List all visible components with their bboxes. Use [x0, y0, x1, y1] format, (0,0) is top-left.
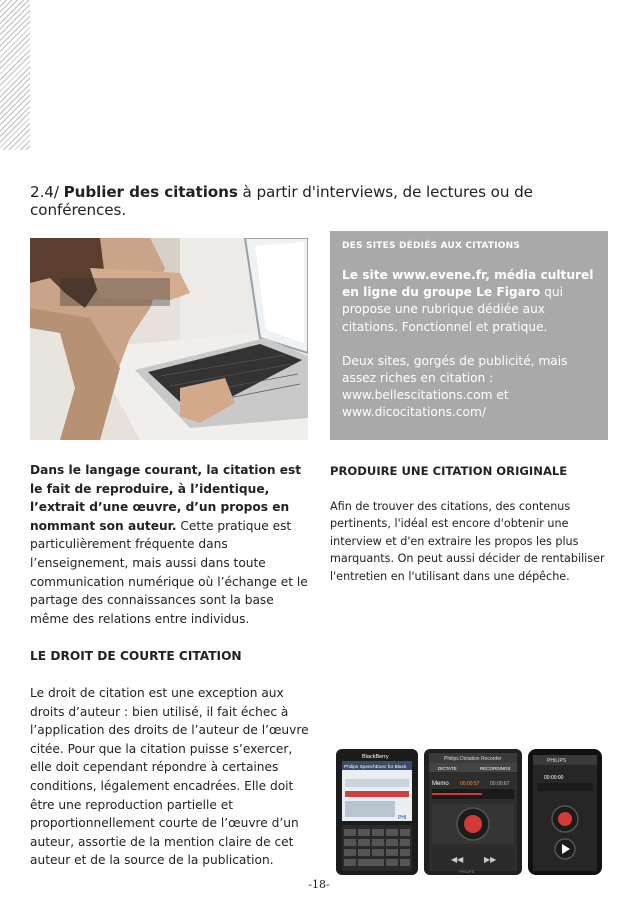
box-paragraph-evene-bold: Le site www.evene.fr, média culturel en ligne du groupe Le Figaro	[342, 268, 594, 300]
left-column	[30, 461, 310, 870]
box-paragraph-sites: Deux sites, gorgés de publicité, mais assez riches en citation : www.bellescitations.com et www.dicocitations.com/	[342, 353, 568, 420]
blackberry-phone	[336, 749, 418, 875]
intro-paragraph	[30, 461, 310, 628]
intro-bold: Dans le langage courant, la citation est le fait de reproduire, à l’identique, l’extrait d’une œuvre, d’un propos en nommant son auteur.	[30, 463, 302, 533]
phone1-app: Philips SpeechExec for Black	[344, 765, 407, 770]
phone2-total: 00:00:67	[490, 781, 510, 787]
phone3-time: 00:00:00	[544, 775, 564, 781]
section-heading	[30, 183, 630, 219]
phone1-brand: PHI	[398, 815, 407, 821]
dictation-phones-photo	[334, 749, 604, 875]
phone2-time: 00:00:57	[460, 781, 480, 787]
phone2-brand: PHILIPS	[459, 869, 475, 874]
section-title-bold: Publier des citations	[63, 183, 238, 201]
svg-text:◀◀: ◀◀	[451, 855, 464, 864]
section-number: 2.4/	[30, 183, 59, 201]
laptop-photo	[30, 238, 308, 440]
produire-citation-paragraph: Afin de trouver des citations, des contenus pertinents, l'idéal est encore d'obtenir une interview et d'en extraire les propos les plus marquants. On peut aussi décider de rentabiliser l'entretien en l'utilisant dans une dépêche.	[330, 499, 605, 583]
intro-rest: Cette pratique est particulièrement fréquente dans l’enseignement, mais aussi dans toute communication numérique où l’échange et le partage des connaissances sont la base même des relations entre individus.	[30, 518, 308, 626]
right-column	[330, 463, 610, 586]
iphone	[528, 749, 602, 875]
sites-sidebar-box	[330, 231, 608, 440]
phone3-header: PHILIPS	[547, 758, 567, 764]
box-title: DES SITES DÉDIÉS AUX CITATIONS	[342, 241, 521, 251]
phone2-tab-recordings: RECORDINGS	[480, 766, 511, 771]
subtitle-droit-courte-citation: LE DROIT DE COURTE CITATION	[30, 649, 242, 664]
phone2-label: Memo	[432, 781, 449, 787]
svg-text:▶▶: ▶▶	[484, 855, 497, 864]
phone2-header: Philips Dictation Recorder	[444, 756, 502, 762]
phone1-header: BlackBerry	[362, 754, 389, 760]
box-paragraph-evene	[342, 267, 596, 336]
subtitle-produire-citation: PRODUIRE UNE CITATION ORIGINALE	[330, 464, 568, 478]
hatched-corner-decoration	[0, 0, 30, 150]
android-phone	[424, 749, 522, 875]
box-paragraph-evene-rest: qui propose une rubrique dédiée aux citations. Fonctionnel et pratique.	[342, 285, 563, 334]
section-title-rest: à partir d'interviews, de lectures ou de conférences.	[30, 183, 533, 219]
phone2-tab-dictate: DICTATE	[438, 766, 457, 771]
page-number: -18-	[308, 878, 330, 891]
droit-citation-paragraph: Le droit de citation est une exception aux droits d’auteur : bien utilisé, il fait échec à l’application des droits de l’auteur de l’œuvre citée. Pour que la citation puisse s’exercer, elle doit cependant répondre à certaines conditions, légalement encadrées. Elle doit être une reproduction partielle et proportionnellement courte de l’œuvre d’un auteur, assortie de la mention claire de cet auteur et de la source de la publication.	[30, 685, 309, 868]
